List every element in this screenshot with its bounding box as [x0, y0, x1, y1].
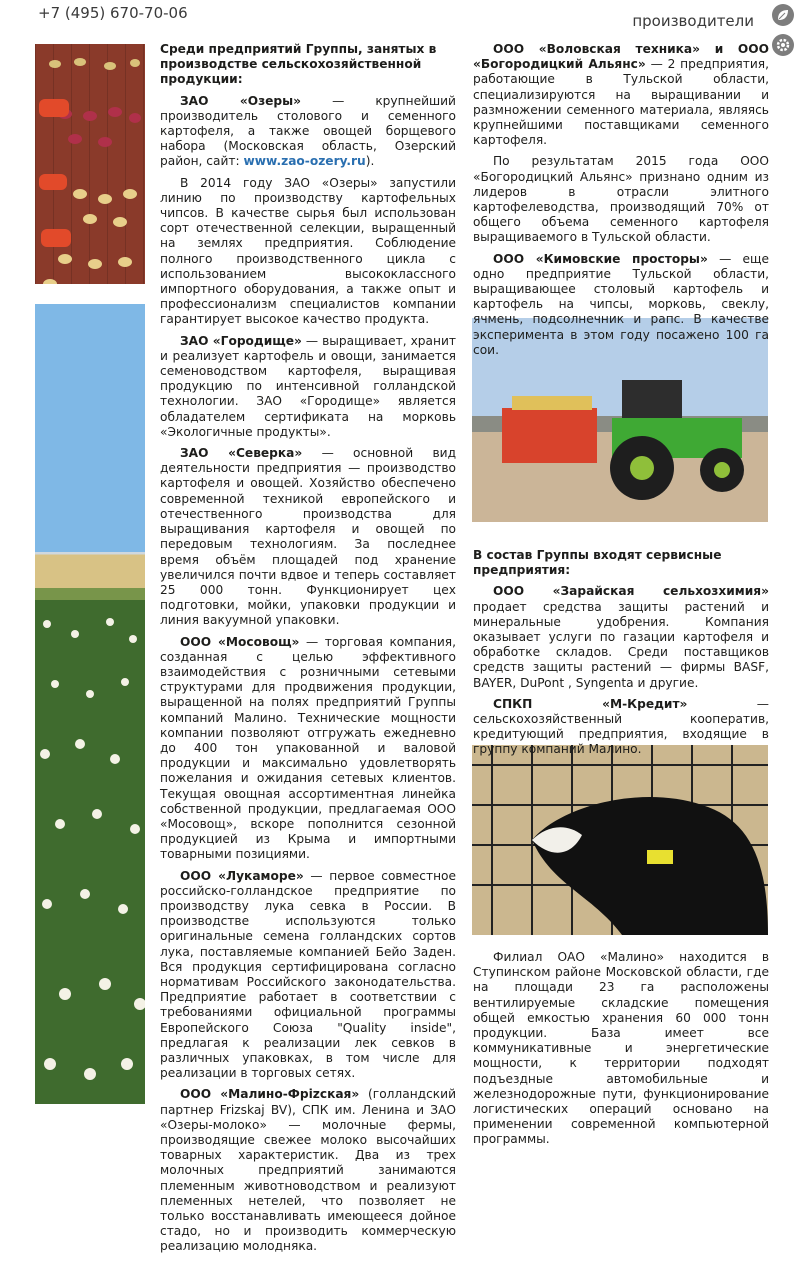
bogoroditsky-paragraph: По результатам 2015 года ООО «Богородицкий Альянс» признано одним из лидеров в отрасли элитного картофелеводства, производящий 70% от общего объема семенного картофеля выращиваемого в Тульской области. — [473, 154, 769, 245]
malino-friz-paragraph: ООО «Малино-Фрizская» (голландский партнер Frizskaj BV), СПК им. Ленина и ЗАО «Озеры-молоко» — молочные фермы, производящие свежее молоко высочайших товарных характеристик. Два из трех молочных предприятий занимаются племенным животноводством и реализуют племенных нетелей, что позволяет не только восстанавливать имеющееся дойное стадо, но и производить коммерческую реализацию молодняка. — [160, 1087, 456, 1254]
calf-photo — [472, 745, 768, 935]
ozery-chips-paragraph: В 2014 году ЗАО «Озеры» запустили линию по производству картофельных чипсов. В качестве сырья был использован сорт отечественной селекции, выращенный на землях предприятия. Соблюдение полного производственного цикла с использованием высококлассного импортного оборудования, а также опыт и профессионализм специалистов компании гарантирует высокое качество продукта. — [160, 175, 456, 327]
gear-icon — [772, 34, 794, 56]
agri-heading: Среди предприятий Группы, занятых в производстве сельскохозяйственной продукции: — [160, 42, 437, 87]
severka-paragraph: ЗАО «Северка» — основной вид деятельности предприятия — производство картофеля и овощей. Хозяйство обеспечено современной техникой европейского и отечественного производства для выращивания картофеля и овощей по передовым технологиям. За последнее время объём площадей под хранение увеличился почти вдвое и теперь составляет 25 000 тонн. Функционирует цех подготовки, мойки, упаковки продукции и линия вакуумной упаковки. — [160, 446, 456, 628]
filial-paragraph: Филиал ОАО «Малино» находится в Ступинском районе Московской области, где на площади 23 га расположены вентилируемые складские помещения общей емкостью хранения 60 000 тонн продукции. База имеет все коммуникативные и энергетические мощности, к территории подходят подъездные автомобильные и железнодорожные пути, функционирование логистических операций основано на применении современной компьютерной программы. — [473, 950, 769, 1147]
ozery-paragraph: ЗАО «Озеры» — крупнейший производитель столового и семенного картофеля, а также овощей борщевого набора (Московская область, Озерский район, сайт: www.zao-ozery.ru). — [160, 93, 456, 169]
voloveskaya-paragraph: ООО «Воловская техника» и ООО «Богородицкий Альянс» — 2 предприятия, работающие в Тульской области, специализируются на выращивании и размножении семенного материала, являясь крупнейшими поставщиками семенного картофеля. — [473, 42, 769, 148]
zaraisk-paragraph: ООО «Зарайская сельхозхимия» продает средства защиты растений и минеральные удобрения. Компания оказывает услуги по газации картофеля и обработке складов. Среди поставщиков средств защиты растений — фирмы BASF, BAYER, DuPont , Syngenta и другие. — [473, 584, 769, 690]
potato-field-photo — [35, 304, 145, 1104]
lukamore-paragraph: ООО «Лукаморе» — первое совместное российско-голландское предприятие по производству лука севка в России. В производстве используются только оригинальные семена голландских сортов лука, поставляемые компанией Бейо Заден. Вся продукция сертифицирована согласно нормативам Российского законодательства. Предприятие работает в соответствии с требованиями официальной программы Европейского Союза "Quality inside", предлагая к реализации лек севков в различных упаковках, в том числе для реализации в торговых сетях. — [160, 868, 456, 1081]
right-top-column — [473, 42, 769, 364]
services-heading: В состав Группы входят сервисные предприятия: — [473, 548, 722, 578]
mosovoshch-paragraph: ООО «Мосовощ» — торговая компания, созданная с целью эффективного взаимодействия с розничными сетевыми структурами для продвижения продукции, выращенной на полях предприятий Группы компаний Малино. Технические мощности компании позволяют отгружать ежедневно до 400 тон упакованной и валовой продукции и максимально удовлетворять пожелания и ожидания сетевых клиентов. Текущая овощная ассортиментная линейка собственной продукции, предлагаемая ООО «Мосовощ», вскоре пополнится сезонной продукцией из Крыма и импортными товарными позициями. — [160, 634, 456, 862]
section-title: производители — [632, 12, 754, 30]
potatoes-photo — [35, 44, 145, 284]
gorodishche-paragraph: ЗАО «Городище» — выращивает, хранит и реализует картофель и овощи, занимается семеноводством картофеля, выращивая продукцию по интенсивной голландской технологии. ЗАО «Городище» является обладателем сертификата на морковь «Экологичные продукты». — [160, 333, 456, 439]
ozery-name: ЗАО «Озеры» — [180, 93, 302, 108]
right-bottom-column — [473, 950, 769, 1154]
ozery-link[interactable]: www.zao-ozery.ru — [243, 154, 366, 169]
left-column — [160, 42, 456, 1261]
mkredit-paragraph: СПКП «М-Кредит» — сельскохозяйственный кооператив, кредитующий предприятия, входящие в группу компаний Малино. — [473, 696, 769, 757]
leaf-icon — [772, 4, 794, 26]
right-mid-column — [473, 548, 769, 764]
kimovskie-paragraph: ООО «Кимовские просторы» — еще одно предприятие Тульской области, выращивающее столовый картофель и картофель на чипсы, морковь, свеклу, ячмень, подсолнечник и рапс. В качестве эксперимента в этом году посажено 100 га сои. — [473, 251, 769, 357]
header-phone: +7 (495) 670-70-06 — [38, 4, 188, 22]
